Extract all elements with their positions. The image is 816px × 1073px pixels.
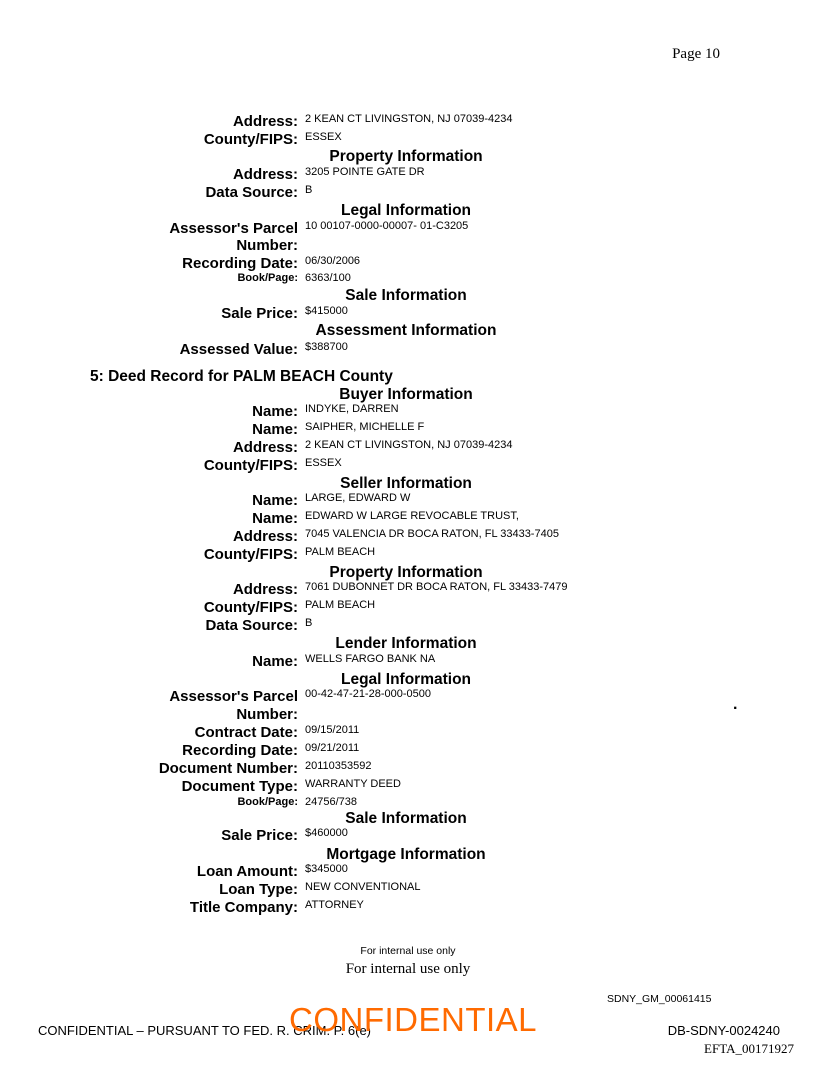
field-label: Name: [252, 492, 298, 509]
field-label-cont: Number: [236, 237, 298, 254]
field-label: Data Source: [205, 184, 298, 201]
field-value: 06/30/2006 [305, 255, 361, 267]
field-label: Name: [252, 403, 298, 420]
field-value: 10 00107-0000-00007- 01-C3205 [305, 220, 469, 232]
field-value: 2 KEAN CT LIVINGSTON, NJ 07039-4234 [305, 439, 513, 451]
field-label: Name: [252, 421, 298, 438]
field-value: ATTORNEY [305, 899, 364, 911]
field-label: Recording Date: [182, 742, 298, 759]
section-heading: Legal Information [340, 202, 472, 219]
field-label: Address: [232, 528, 298, 545]
section-heading: Buyer Information [339, 386, 473, 403]
stray-dot: . [733, 696, 738, 713]
page-number: Page 10 [672, 46, 720, 62]
field-value: 09/21/2011 [305, 742, 360, 754]
field-label: Address: [232, 581, 298, 598]
efta-id: EFTA_00171927 [704, 1041, 794, 1056]
field-value: PALM BEACH [305, 599, 376, 611]
field-label: Assessed Value: [179, 341, 298, 358]
record-heading: 5: Deed Record for PALM BEACH County [90, 368, 393, 385]
field-value: WARRANTY DEED [305, 778, 401, 790]
field-label: Assessor's Parcel [169, 688, 298, 705]
field-value: 7045 VALENCIA DR BOCA RATON, FL 33433-7405 [305, 528, 559, 540]
section-heading: Sale Information [345, 287, 467, 304]
field-value: INDYKE, DARREN [305, 403, 399, 415]
field-value: $388700 [305, 341, 348, 353]
field-value: ESSEX [305, 131, 342, 143]
field-value: NEW CONVENTIONAL [305, 881, 421, 893]
confidential-notice: CONFIDENTIAL – PURSUANT TO FED. R. CRIM. P. 6(e) [38, 1023, 372, 1038]
field-label: Book/Page: [237, 796, 298, 808]
field-value: WELLS FARGO BANK NA [305, 653, 436, 665]
field-value: 24756/738 [305, 796, 357, 808]
field-label: Sale Price: [221, 827, 298, 844]
field-label-cont: Number: [236, 706, 298, 723]
field-label: County/FIPS: [203, 599, 298, 616]
field-label: County/FIPS: [203, 457, 298, 474]
field-label: Name: [252, 653, 298, 670]
field-label: Book/Page: [237, 272, 298, 284]
field-value: ESSEX [305, 457, 342, 469]
field-label: Name: [252, 510, 298, 527]
field-label: Document Type: [181, 778, 298, 795]
section-heading: Sale Information [345, 810, 467, 827]
field-value: 6363/100 [305, 272, 351, 284]
field-label: Loan Type: [219, 881, 298, 898]
section-heading: Assessment Information [315, 322, 497, 339]
field-label: County/FIPS: [203, 546, 298, 563]
field-value: EDWARD W LARGE REVOCABLE TRUST, [305, 510, 519, 522]
section-heading: Mortgage Information [326, 846, 486, 863]
internal-use-note-small: For internal use only [360, 945, 456, 957]
field-label: Data Source: [205, 617, 298, 634]
field-label: Assessor's Parcel [169, 220, 298, 237]
field-value: $460000 [305, 827, 348, 839]
field-value: $415000 [305, 305, 348, 317]
field-label: Document Number: [158, 760, 298, 777]
field-label: Contract Date: [194, 724, 298, 741]
field-value: 20110353592 [305, 760, 372, 772]
field-label: Address: [232, 439, 298, 456]
field-label: Address: [232, 166, 298, 183]
section-heading: Lender Information [335, 635, 477, 652]
field-value: PALM BEACH [305, 546, 376, 558]
field-label: Address: [232, 113, 298, 130]
sdny-bates-number: SDNY_GM_00061415 [607, 993, 712, 1005]
field-label: Title Company: [189, 899, 298, 916]
field-value: 09/15/2011 [305, 724, 360, 736]
field-value: $345000 [305, 863, 348, 875]
field-value: SAIPHER, MICHELLE F [305, 421, 425, 433]
field-value: LARGE, EDWARD W [305, 492, 411, 504]
internal-use-note: For internal use only [345, 961, 471, 977]
field-value: 3205 POINTE GATE DR [305, 166, 425, 178]
section-heading: Seller Information [340, 475, 472, 492]
section-heading: Property Information [329, 564, 483, 581]
field-label: Recording Date: [182, 255, 298, 272]
field-value: 7061 DUBONNET DR BOCA RATON, FL 33433-7479 [305, 581, 568, 593]
field-value: B [305, 184, 313, 196]
field-label: County/FIPS: [203, 131, 298, 148]
section-heading: Legal Information [340, 671, 472, 688]
field-value: 00-42-47-21-28-000-0500 [305, 688, 431, 700]
field-value: B [305, 617, 313, 629]
section-heading: Property Information [329, 148, 483, 165]
db-sdny-id: DB-SDNY-0024240 [667, 1023, 780, 1038]
field-value: 2 KEAN CT LIVINGSTON, NJ 07039-4234 [305, 113, 513, 125]
field-label: Loan Amount: [196, 863, 298, 880]
field-label: Sale Price: [221, 305, 298, 322]
confidential-stamp: CONFIDENTIAL [289, 1001, 538, 1038]
